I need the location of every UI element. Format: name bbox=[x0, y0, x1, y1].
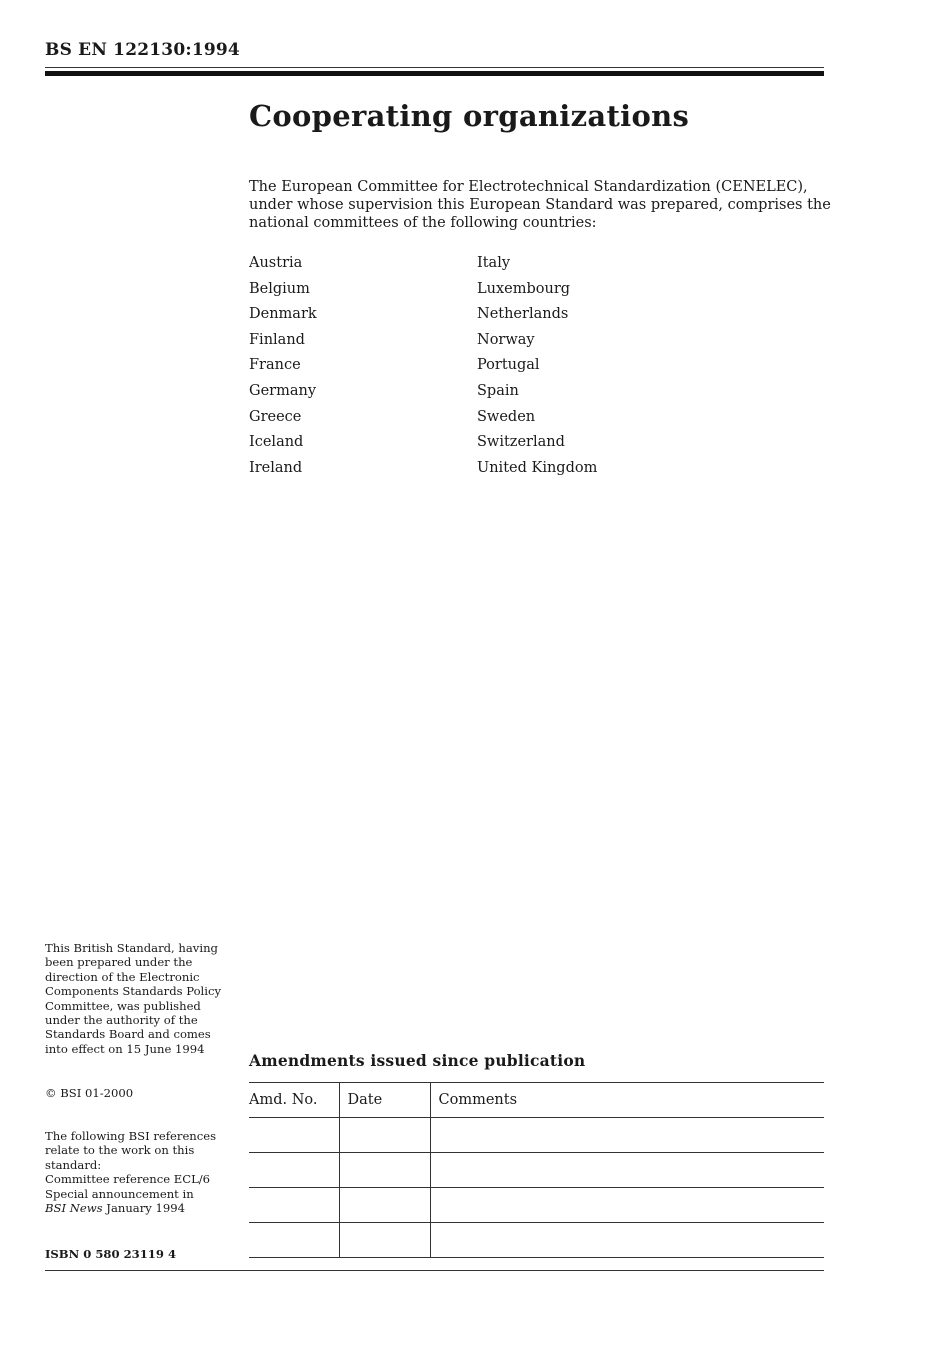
page-title: Cooperating organizations bbox=[249, 99, 690, 133]
date-cell bbox=[339, 1223, 430, 1258]
amd-no-cell bbox=[249, 1223, 339, 1258]
country-item: Norway bbox=[477, 331, 535, 348]
amd-no-cell bbox=[249, 1118, 339, 1153]
footer-rule bbox=[45, 1270, 824, 1271]
comments-cell bbox=[430, 1153, 824, 1188]
copyright-notice: © BSI 01-2000 bbox=[45, 1086, 134, 1100]
date-cell bbox=[339, 1153, 430, 1188]
country-list-right bbox=[477, 251, 597, 481]
announcement-publication: BSI News bbox=[45, 1201, 103, 1216]
country-item: Spain bbox=[477, 382, 519, 399]
table-row bbox=[249, 1153, 824, 1188]
country-item: Switzerland bbox=[477, 434, 565, 451]
column-header-date: Date bbox=[339, 1083, 430, 1118]
country-item: Austria bbox=[249, 255, 303, 271]
standard-number: BS EN 122130:1994 bbox=[45, 40, 240, 60]
country-list-left bbox=[249, 251, 317, 481]
country-item: Portugal bbox=[477, 357, 540, 374]
comments-cell bbox=[430, 1188, 824, 1223]
column-header-comments: Comments bbox=[430, 1083, 824, 1118]
header-rule-thick bbox=[45, 71, 824, 76]
amd-no-cell bbox=[249, 1188, 339, 1223]
amendments-table bbox=[249, 1082, 824, 1258]
bsi-references bbox=[45, 1129, 230, 1215]
publication-note: This British Standard, having been prepared under the direction of the Electronic Components Standards Policy Committee, was published under the authority of the Standards Board and comes into effect on 15 June 1994 bbox=[45, 941, 222, 1056]
references-intro: The following BSI references relate to the work on this standard: bbox=[45, 1129, 217, 1172]
date-cell bbox=[339, 1118, 430, 1153]
country-item: Luxembourg bbox=[477, 280, 571, 297]
country-item: Denmark bbox=[249, 306, 317, 323]
country-item: United Kingdom bbox=[477, 459, 598, 476]
isbn: ISBN 0 580 23119 4 bbox=[45, 1247, 177, 1261]
announcement-prefix: Special announcement in bbox=[45, 1186, 194, 1201]
header-rule-thin bbox=[45, 67, 824, 68]
table-row bbox=[249, 1118, 824, 1153]
intro-paragraph: The European Committee for Electrotechnical Standardization (CENELEC), under whose supervision this European Standard was prepared, comprises the national committees of the following countries: bbox=[249, 179, 831, 231]
amendments-heading: Amendments issued since publication bbox=[249, 1051, 586, 1070]
country-item: Italy bbox=[477, 255, 511, 271]
country-item: Sweden bbox=[477, 408, 536, 425]
country-item: Iceland bbox=[249, 434, 304, 451]
date-cell bbox=[339, 1188, 430, 1223]
announcement-date: January 1994 bbox=[106, 1201, 185, 1216]
announcement-line bbox=[45, 1201, 230, 1215]
table-row bbox=[249, 1188, 824, 1223]
country-item: Netherlands bbox=[477, 306, 569, 323]
country-item: France bbox=[249, 357, 301, 374]
comments-cell bbox=[430, 1223, 824, 1258]
table-header-row bbox=[249, 1083, 824, 1118]
table-row bbox=[249, 1223, 824, 1258]
amd-no-cell bbox=[249, 1153, 339, 1188]
country-item: Ireland bbox=[249, 459, 303, 476]
comments-cell bbox=[430, 1118, 824, 1153]
country-item: Germany bbox=[249, 382, 317, 399]
country-item: Greece bbox=[249, 408, 302, 425]
committee-reference: Committee reference ECL/6 bbox=[45, 1172, 211, 1187]
column-header-amd-no: Amd. No. bbox=[249, 1083, 339, 1118]
country-item: Belgium bbox=[249, 280, 310, 297]
country-item: Finland bbox=[249, 331, 305, 348]
